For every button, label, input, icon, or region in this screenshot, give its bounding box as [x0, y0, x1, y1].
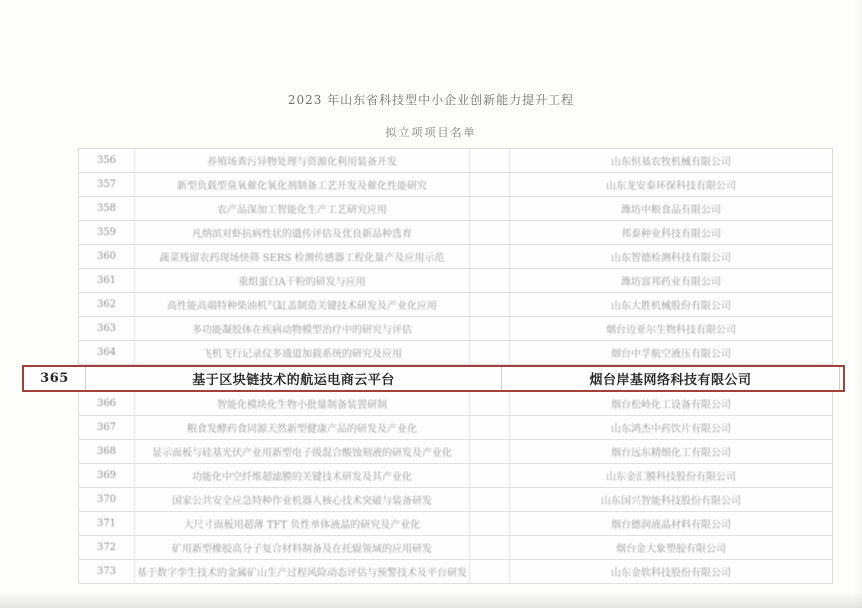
row-number: 372 — [79, 536, 135, 559]
row-number: 361 — [79, 269, 135, 292]
highlight-box-edge — [840, 367, 847, 390]
empty-cell — [470, 293, 510, 316]
table-row — [79, 512, 832, 536]
empty-cell — [470, 416, 510, 439]
company-name: 烟台中孚航空液压有限公司 — [611, 349, 731, 360]
company-name: 烟台松岭化工设备有限公司 — [611, 400, 731, 411]
project-name: 高性能高端特种柴油机气缸盖制造关键技术研发及产业化应用 — [135, 293, 470, 316]
row-number: 362 — [79, 293, 135, 316]
company-name: 潍坊富邦药业有限公司 — [621, 277, 721, 288]
row-number: 357 — [79, 173, 135, 196]
table-row — [79, 197, 832, 221]
project-name: 基于数字孪生技术的金属矿山生产过程风险动态评估与预警技术及平台研发 — [135, 560, 470, 583]
table-row — [79, 149, 832, 173]
company-name: 山东鸿杰中药饮片有限公司 — [611, 424, 731, 435]
empty-cell — [470, 221, 510, 244]
company-name: 潍坊中粮食品有限公司 — [621, 205, 721, 216]
row-number: 370 — [79, 488, 135, 511]
company-name: 烟台金大象塑胶有限公司 — [616, 544, 726, 555]
project-name: 重组蛋白A干粉的研发与应用 — [135, 269, 470, 292]
table-row — [79, 392, 832, 416]
document-title: 2023 年山东省科技型中小企业创新能力提升工程 — [287, 93, 575, 107]
table-row — [79, 440, 832, 464]
company-name: 邦泰种业科技有限公司 — [621, 229, 721, 240]
project-name: 凡纳滨对虾抗病性状的遗传评估及优良新品种选育 — [135, 221, 470, 244]
row-number: 356 — [79, 149, 135, 172]
company-name: 烟台德润液晶材料有限公司 — [611, 520, 731, 531]
project-name: 功能化中空纤维超滤膜的关键技术研发及其产业化 — [135, 464, 470, 487]
table-row — [79, 173, 832, 197]
row-number: 367 — [79, 416, 135, 439]
row-number: 371 — [79, 512, 135, 535]
row-number: 366 — [79, 392, 135, 415]
row-number: 373 — [79, 560, 135, 583]
empty-cell — [470, 488, 510, 511]
empty-cell — [470, 392, 510, 415]
company-name: 山东金软科技股份有限公司 — [611, 568, 731, 579]
empty-cell — [470, 245, 510, 268]
table-row — [79, 560, 832, 584]
project-name: 显示面板与硅基光伏产业用新型电子级混合酸蚀刻液的研发及产业化 — [135, 440, 470, 463]
table-row-highlighted — [22, 365, 845, 392]
project-name: 智能化模块化生物小批量制备装置研制 — [135, 392, 470, 415]
row-number: 358 — [79, 197, 135, 220]
project-name: 基于区块链技术的航运电商云平台 — [86, 367, 502, 390]
row-number: 369 — [79, 464, 135, 487]
table-row — [79, 317, 832, 341]
company-name: 烟台远东精细化工有限公司 — [611, 448, 731, 459]
project-name: 国家公共安全应急特种作业机器人核心技术突破与装备研发 — [135, 488, 470, 511]
table-row — [79, 464, 832, 488]
company-name: 山东大胜机械股份有限公司 — [611, 301, 731, 312]
project-name: 大尺寸面板用超薄 TFT 负性单体液晶的研究及产业化 — [135, 512, 470, 535]
document-subtitle: 拟立项项目名单 — [385, 126, 477, 139]
company-name: 山东金汇膜科技股份有限公司 — [606, 472, 736, 483]
company-name: 山东恒基农牧机械有限公司 — [611, 157, 731, 168]
table-row — [79, 536, 832, 560]
row-number: 360 — [79, 245, 135, 268]
company-name: 烟台迈亚尔生物科技有限公司 — [606, 325, 736, 336]
table-row — [79, 488, 832, 512]
project-name: 农产品深加工智能化生产工艺研究应用 — [135, 197, 470, 220]
table-row — [79, 293, 832, 317]
empty-cell — [470, 440, 510, 463]
empty-cell — [470, 464, 510, 487]
table-row — [79, 221, 832, 245]
row-number: 363 — [79, 317, 135, 340]
row-number: 365 — [24, 367, 86, 390]
table-row — [79, 341, 832, 365]
project-name: 蔬菜残留农药现场快筛 SERS 检测传感器工程化量产及应用示范 — [135, 245, 470, 268]
row-number: 368 — [79, 440, 135, 463]
company-name: 烟台岸基网络科技有限公司 — [502, 367, 840, 390]
empty-cell — [470, 269, 510, 292]
company-name: 山东智德检测科技有限公司 — [611, 253, 731, 264]
empty-cell — [470, 317, 510, 340]
table-row — [79, 269, 832, 293]
project-name: 新型负载型臭氧催化氧化剂制备工艺开发及催化性能研究 — [135, 173, 470, 196]
empty-cell — [470, 149, 510, 172]
empty-cell — [470, 560, 510, 583]
project-name: 粮食发酵药食同源天然新型健康产品的研发及产业化 — [135, 416, 470, 439]
row-number: 359 — [79, 221, 135, 244]
project-name: 养殖场粪污异物处理与资源化利用装备开发 — [135, 149, 470, 172]
empty-cell — [470, 536, 510, 559]
empty-cell — [470, 197, 510, 220]
empty-cell — [470, 341, 510, 364]
row-number: 364 — [79, 341, 135, 364]
project-name: 飞机飞行记录仪多通道加载系统的研究及应用 — [135, 341, 470, 364]
projects-table — [40, 148, 833, 584]
page-bottom-shadow — [0, 592, 862, 608]
company-name: 山东龙安泰环保科技有限公司 — [606, 181, 736, 192]
empty-cell — [470, 173, 510, 196]
table-row — [79, 416, 832, 440]
project-name: 多功能凝胶体在疾病动物模型治疗中的研究与评估 — [135, 317, 470, 340]
project-name: 矿用新型橡胶高分子复合材料制备及在托辊领域的应用研发 — [135, 536, 470, 559]
empty-cell — [470, 512, 510, 535]
table-row — [79, 245, 832, 269]
company-name: 山东国兴智能科技股份有限公司 — [601, 496, 741, 507]
